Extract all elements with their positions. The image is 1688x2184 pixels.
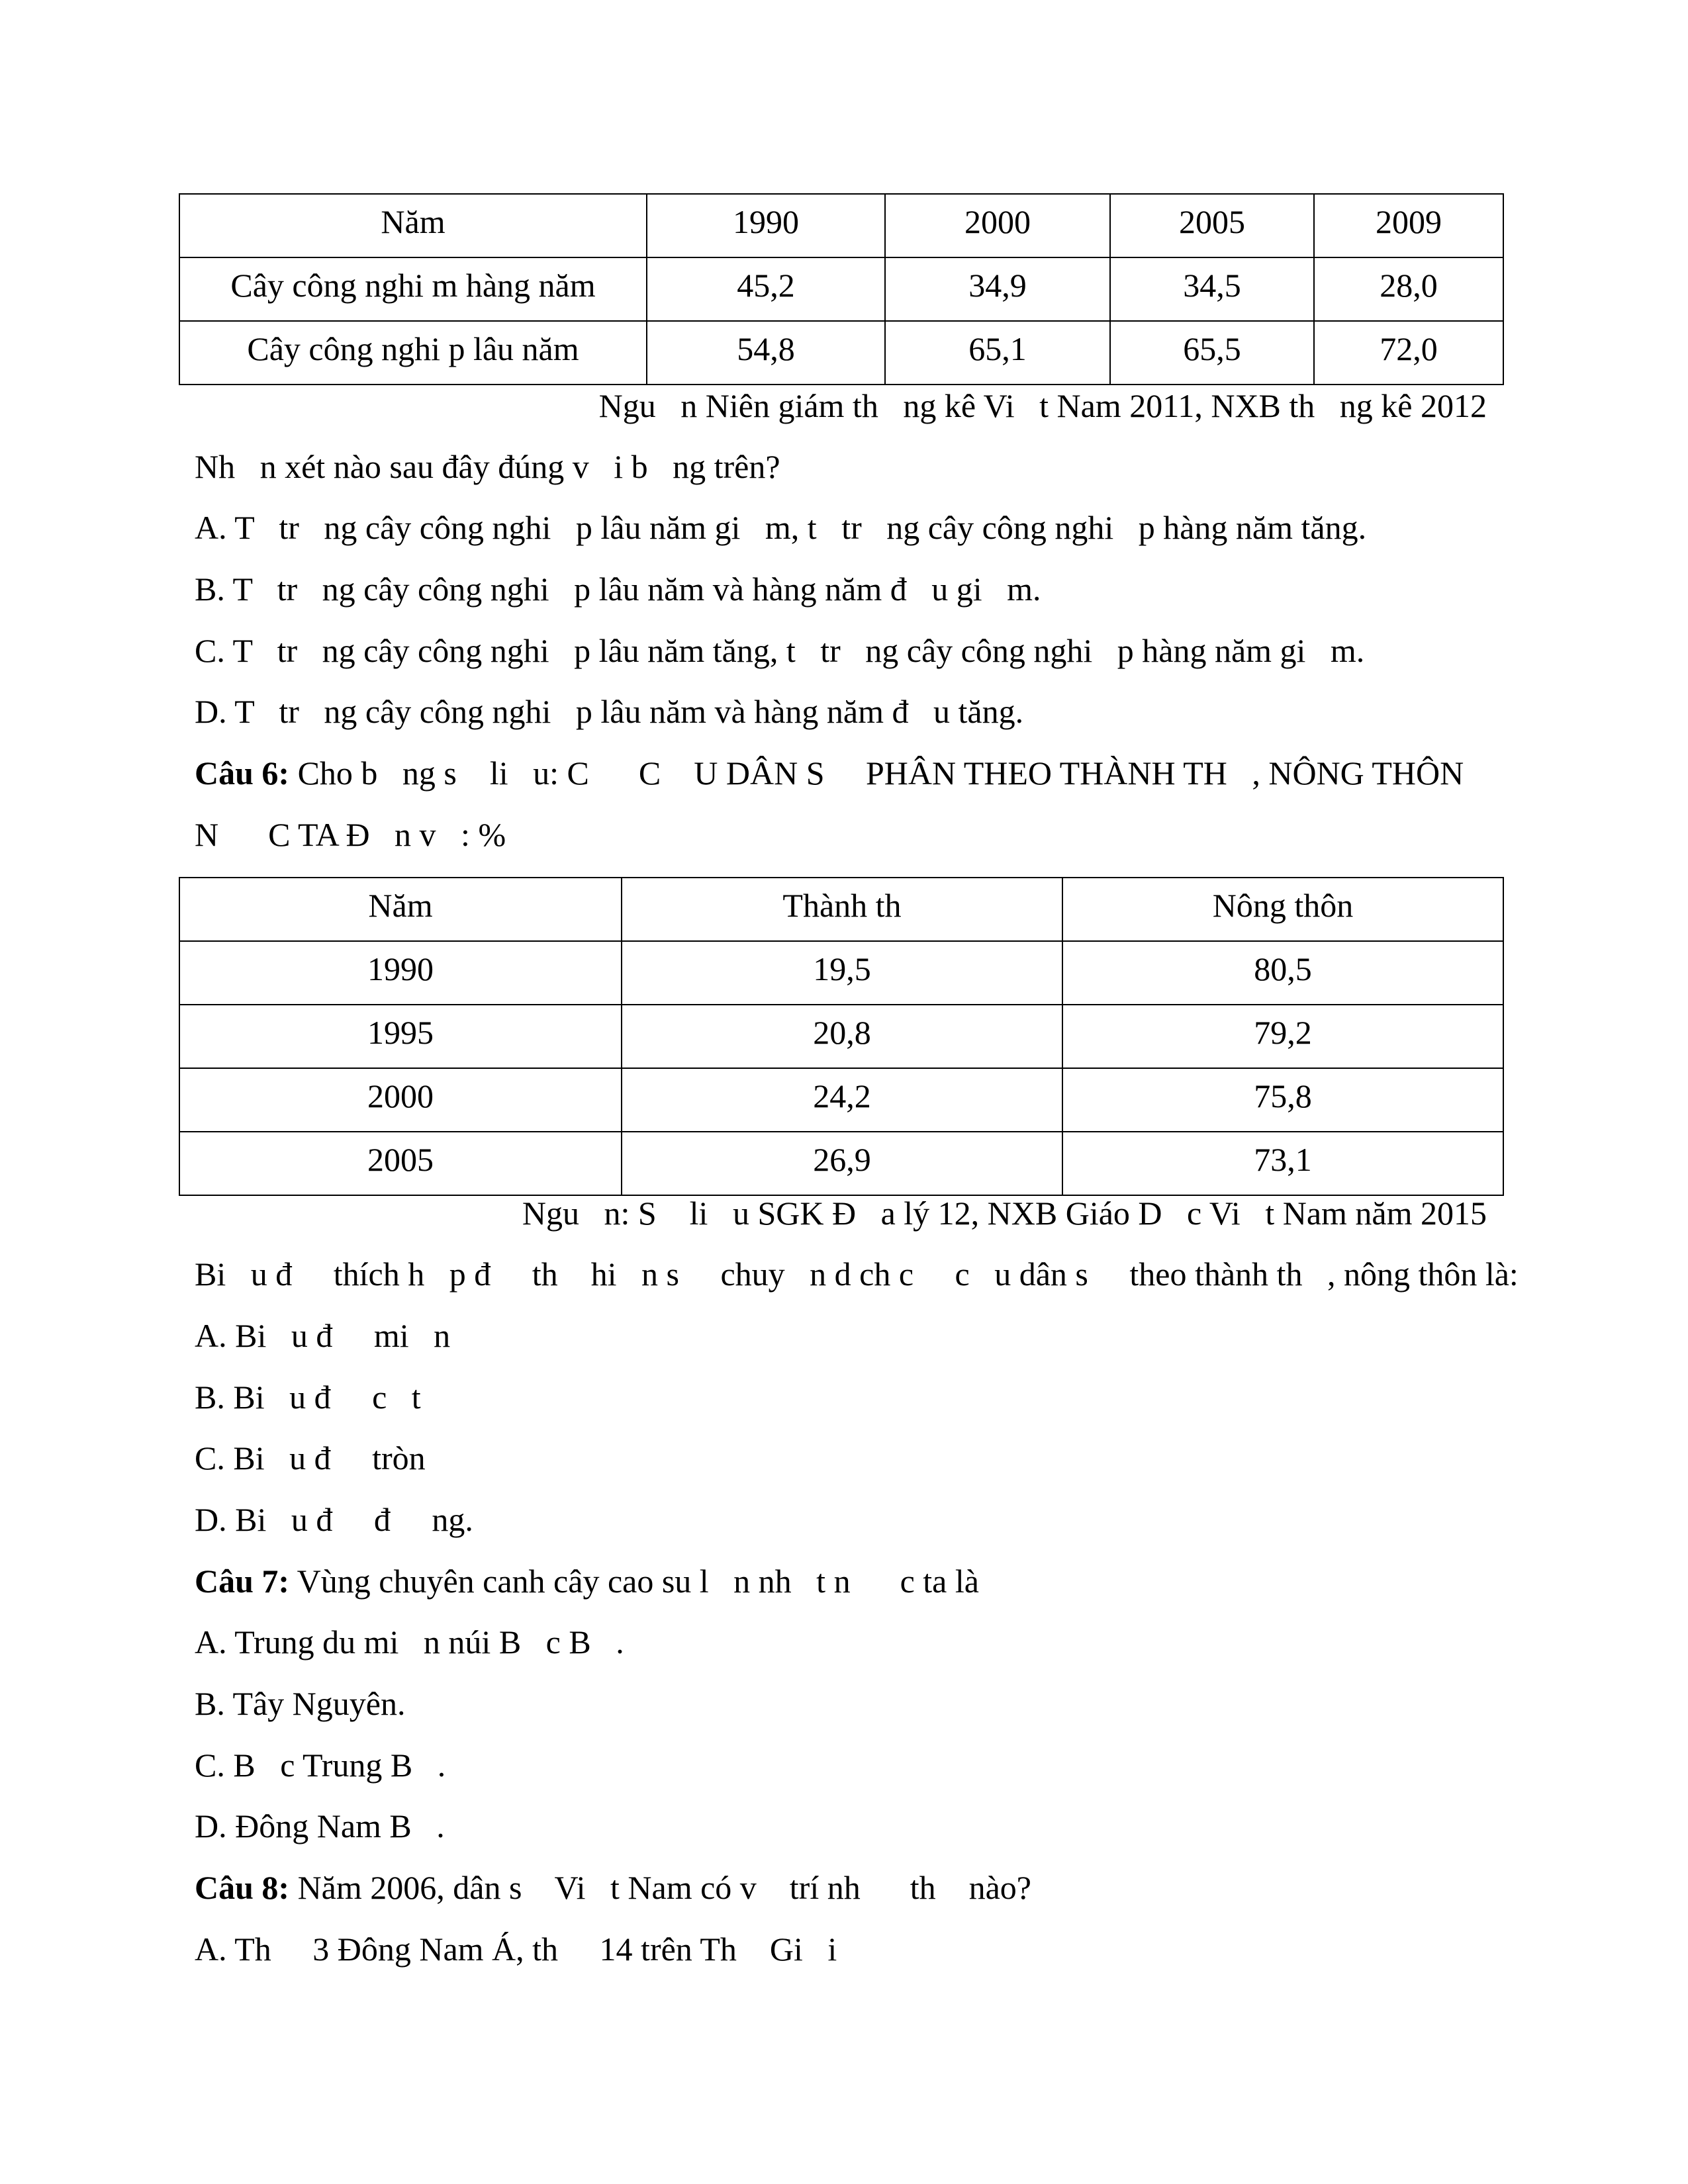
table-cell: Cây công nghi p lâu năm [179, 321, 647, 385]
table-cell: 79,2 [1062, 1005, 1503, 1068]
q5-option-a: A. T tr ng cây công nghi p lâu năm gi m, t tr ng cây công nghi p hàng năm tăng. [195, 509, 1367, 546]
q6-text: Cho b ng s li u: C C U DÂN S PHÂN THEO THÀNH TH , NÔNG THÔN [289, 754, 1464, 792]
table-header-cell: 1990 [647, 194, 885, 257]
table-cell: 26,9 [622, 1132, 1062, 1195]
table-header-row [179, 194, 1503, 257]
table-header-cell: 2009 [1314, 194, 1503, 257]
q5-option-d: D. T tr ng cây công nghi p lâu năm và hàng năm đ u tăng. [195, 693, 1024, 730]
table-row [179, 1132, 1503, 1195]
table-population-structure [179, 877, 1504, 1196]
table-cell: 2000 [179, 1068, 622, 1132]
q7-heading [195, 1565, 979, 1598]
table2-source: Ngu n: S li u SGK Đ a lý 12, NXB Giáo D c Vi t Nam năm 2015 [522, 1195, 1487, 1232]
q6-option-d: D. Bi u đ đ ng. [195, 1501, 473, 1538]
table-row [179, 1005, 1503, 1068]
q6-option-c: C. Bi u đ tròn [195, 1439, 426, 1477]
q7-option-a: A. Trung du mi n núi B c B . [195, 1623, 624, 1661]
table-cell: 2005 [179, 1132, 622, 1195]
q6-option-b: B. Bi u đ c t [195, 1379, 421, 1416]
q7-option-c: C. B c Trung B . [195, 1747, 446, 1784]
q8-option-a: A. Th 3 Đông Nam Á, th 14 trên Th Gi i [195, 1931, 837, 1968]
q8-heading [195, 1871, 1031, 1904]
table-cell: 1990 [179, 941, 622, 1005]
table-cell: 34,9 [885, 257, 1110, 321]
q8-text: Năm 2006, dân s Vi t Nam có v trí nh th nào? [289, 1869, 1032, 1906]
table-row [179, 1068, 1503, 1132]
q8-label: Câu 8: [195, 1869, 290, 1906]
table-header-cell: 2005 [1110, 194, 1314, 257]
q6-heading-line2: N C TA Đ n v : % [195, 816, 506, 853]
table-cell: 73,1 [1062, 1132, 1503, 1195]
table-cell: 20,8 [622, 1005, 1062, 1068]
table-crop-structure [179, 193, 1504, 385]
table-header-row [179, 878, 1503, 941]
table1-source: Ngu n Niên giám th ng kê Vi t Nam 2011, NXB th ng kê 2012 [598, 387, 1487, 424]
table-cell: 24,2 [622, 1068, 1062, 1132]
table-cell: 72,0 [1314, 321, 1503, 385]
table-header-cell: 2000 [885, 194, 1110, 257]
q5-option-c: C. T tr ng cây công nghi p lâu năm tăng, t tr ng cây công nghi p hàng năm gi m. [195, 632, 1365, 669]
table-cell: 34,5 [1110, 257, 1314, 321]
q6-question: Bi u đ thích h p đ th hi n s chuy n d ch c c u dân s theo thành th , nông thôn là: [195, 1255, 1519, 1293]
table-cell: Cây công nghi m hàng năm [179, 257, 647, 321]
q5-option-b: B. T tr ng cây công nghi p lâu năm và hàng năm đ u gi m. [195, 570, 1041, 608]
table-row [179, 321, 1503, 385]
table-header-cell: Nông thôn [1062, 878, 1503, 941]
q5-question: Nh n xét nào sau đây đúng v i b ng trên? [195, 448, 780, 485]
table-cell: 54,8 [647, 321, 885, 385]
q6-label: Câu 6: [195, 754, 290, 792]
q6-option-a: A. Bi u đ mi n [195, 1317, 451, 1354]
table-cell: 1995 [179, 1005, 622, 1068]
table-header-cell: Năm [179, 194, 647, 257]
table-cell: 45,2 [647, 257, 885, 321]
table-row [179, 941, 1503, 1005]
q7-option-d: D. Đông Nam B . [195, 1807, 445, 1844]
q7-option-b: B. Tây Nguyên. [195, 1685, 406, 1722]
q7-text: Vùng chuyên canh cây cao su l n nh t n c ta là [289, 1563, 979, 1600]
q7-label: Câu 7: [195, 1563, 290, 1600]
table-row [179, 257, 1503, 321]
table-cell: 75,8 [1062, 1068, 1503, 1132]
table-header-cell: Thành th [622, 878, 1062, 941]
table-cell: 80,5 [1062, 941, 1503, 1005]
table-cell: 65,1 [885, 321, 1110, 385]
q6-heading-line1 [195, 756, 1464, 790]
table-cell: 28,0 [1314, 257, 1503, 321]
table-cell: 65,5 [1110, 321, 1314, 385]
table-cell: 19,5 [622, 941, 1062, 1005]
table-header-cell: Năm [179, 878, 622, 941]
